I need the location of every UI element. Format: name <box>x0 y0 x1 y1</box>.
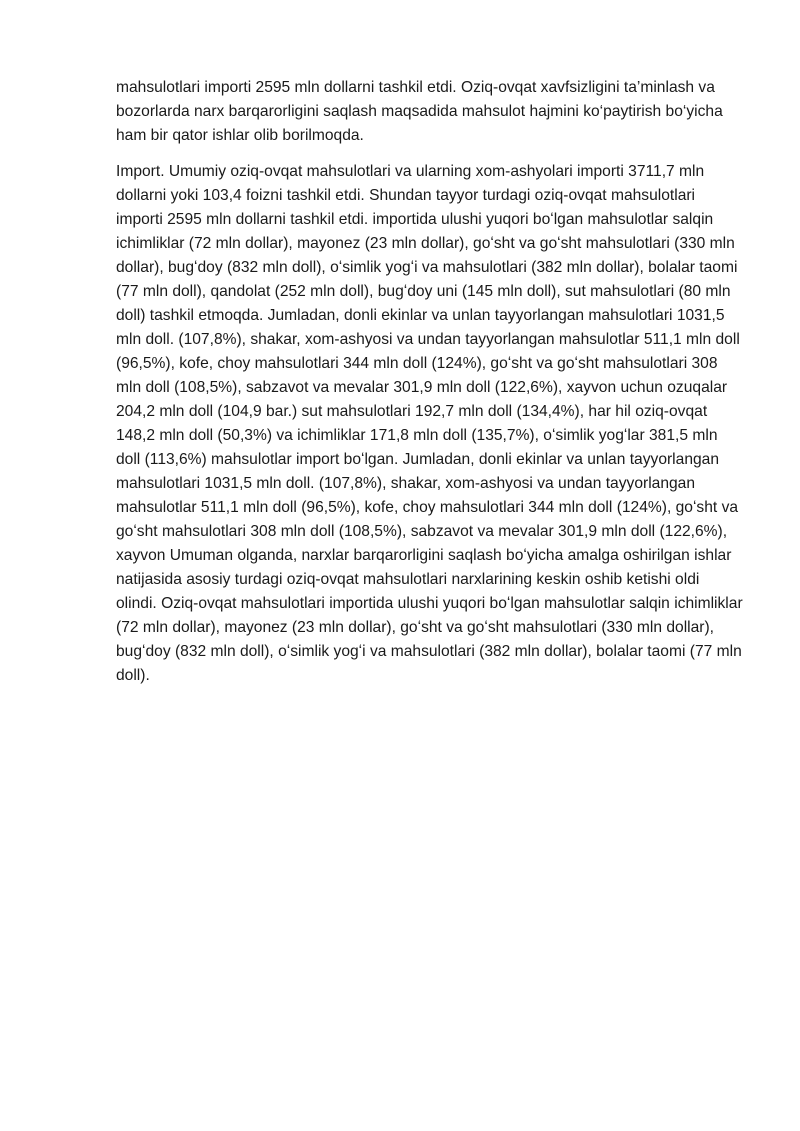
paragraph-import: Import. Umumiy oziq-ovqat mahsulotlari va ularning xom-ashyolari importi 3711,7 mln dollarni yoki 103,4 foizni tashkil etdi. Shundan tayyor turdagi oziq-ovqat mahsulotlari importi 2595 mln dollarni tashkil etdi. importida ulushi yuqori boʻlgan mahsulotlar salqin ichimliklar (72 mln dollar), mayonez (23 mln dollar), goʻsht va goʻsht mahsulotlari (330 mln dollar), bugʻdoy (832 mln doll), oʻsimlik yogʻi va mahsulotlari (382 mln dollar), bolalar taomi (77 mln doll), qandolat (252 mln doll), bugʻdoy uni (145 mln doll), sut mahsulotlari (80 mln doll) tashkil etmoqda. Jumladan, donli ekinlar va unlan tayyorlangan mahsulotlari 1031,5 mln doll. (107,8%), shakar, xom-ashyosi va undan tayyorlangan mahsulotlar 511,1 mln doll (96,5%), kofe, choy mahsulotlari 344 mln doll (124%), goʻsht va goʻsht mahsulotlari 308 mln doll (108,5%), sabzavot va mevalar 301,9 mln doll (122,6%), xayvon uchun ozuqalar 204,2 mln doll (104,9 bar.) sut mahsulotlari 192,7 mln doll (134,4%), har hil oziq-ovqat 148,2 mln doll (50,3%) va ichimliklar 171,8 mln doll (135,7%), oʻsimlik yogʻlar 381,5 mln doll (113,6%) mahsulotlar import boʻlgan. Jumladan, donli ekinlar va unlan tayyorlangan mahsulotlari 1031,5 mln doll. (107,8%), shakar, xom-ashyosi va undan tayyorlangan mahsulotlar 511,1 mln doll (96,5%), kofe, choy mahsulotlari 344 mln doll (124%), goʻsht va goʻsht mahsulotlari 308 mln doll (108,5%), sabzavot va mevalar 301,9 mln doll (122,6%), xayvon Umuman olganda, narxlar barqarorligini saqlash boʻyicha amalga oshirilgan ishlar natijasida asosiy turdagi oziq-ovqat mahsulotlari narxlarining keskin oshib ketishi oldi olindi. Oziq-ovqat mahsulotlari importida ulushi yuqori boʻlgan mahsulotlar salqin ichimliklar (72 mln dollar), mayonez (23 mln dollar), goʻsht va goʻsht mahsulotlari (330 mln dollar), bugʻdoy (832 mln doll), oʻsimlik yogʻi va mahsulotlari (382 mln dollar), bolalar taomi (77 mln doll). <box>116 163 743 684</box>
paragraph-intro: mahsulotlari importi 2595 mln dollarni tashkil etdi. Oziq-ovqat xavfsizligini ta’minlash va bozorlarda narx barqarorligini saqlash maqsadida mahsulot hajmini ko‘paytirish bo‘yicha ham bir qator ishlar olib borilmoqda. <box>116 79 723 144</box>
document-page <box>116 76 744 700</box>
